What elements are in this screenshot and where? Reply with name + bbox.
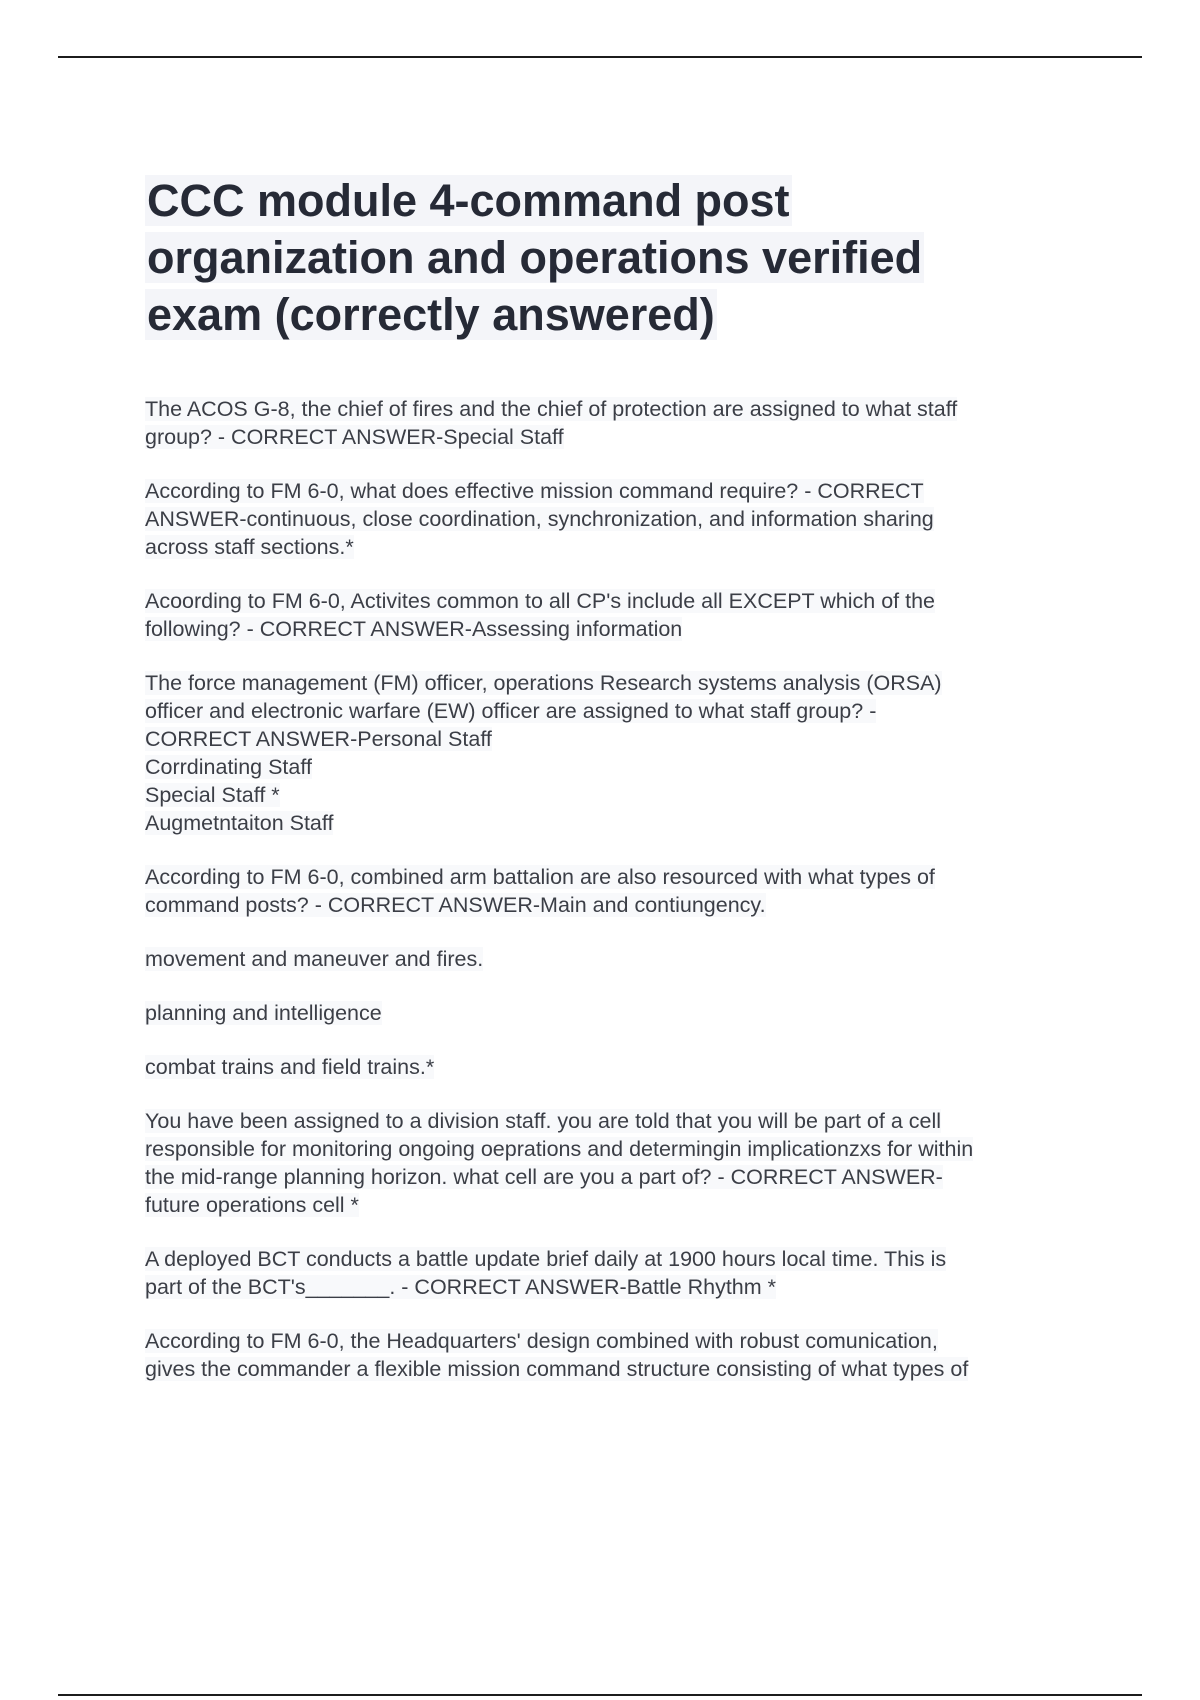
bottom-rule (58, 1694, 1142, 1696)
question-answer-paragraph (145, 1245, 1085, 1301)
question-answer-paragraph (145, 999, 1085, 1027)
document-title (145, 172, 1085, 343)
paragraph-line: Corrdinating Staff (145, 755, 312, 779)
title-line: CCC module 4-command post (147, 175, 790, 226)
paragraph-line: The force management (FM) officer, operations Research systems analysis (ORSA) (145, 671, 942, 695)
paragraph-line: responsible for monitoring ongoing oeprations and determingin implicationzxs for within (145, 1137, 974, 1161)
paragraph-line: A deployed BCT conducts a battle update brief daily at 1900 hours local time. This is (145, 1247, 947, 1271)
paragraph-line: planning and intelligence (145, 1001, 382, 1025)
title-line: organization and operations verified (147, 232, 923, 283)
question-answer-paragraph (145, 1107, 1085, 1219)
title-line: exam (correctly answered) (147, 289, 715, 340)
paragraph-line: group? - CORRECT ANSWER-Special Staff (145, 425, 564, 449)
document-body (145, 172, 1085, 1409)
paragraph-line: gives the commander a flexible mission command structure consisting of what types of (145, 1357, 969, 1381)
paragraph-line: following? - CORRECT ANSWER-Assessing information (145, 617, 683, 641)
paragraph-line: part of the BCT's_______. - CORRECT ANSWER-Battle Rhythm * (145, 1275, 777, 1299)
question-answer-paragraph (145, 587, 1085, 643)
paragraph-line: According to FM 6-0, the Headquarters' design combined with robust comunication, (145, 1329, 938, 1353)
paragraph-line: According to FM 6-0, what does effective mission command require? - CORRECT (145, 479, 924, 503)
question-answer-paragraph (145, 395, 1085, 451)
top-rule (58, 56, 1142, 58)
paragraph-line: combat trains and field trains.* (145, 1055, 435, 1079)
paragraph-line: The ACOS G-8, the chief of fires and the chief of protection are assigned to what staff (145, 397, 958, 421)
question-answer-paragraph (145, 863, 1085, 919)
paragraph-line: Acoording to FM 6-0, Activites common to all CP's include all EXCEPT which of the (145, 589, 935, 613)
paragraph-line: You have been assigned to a division staff. you are told that you will be part of a cell (145, 1109, 942, 1133)
paragraph-line: movement and maneuver and fires. (145, 947, 484, 971)
paragraph-line: CORRECT ANSWER-Personal Staff (145, 727, 492, 751)
question-answer-paragraph (145, 477, 1085, 561)
question-answer-paragraph (145, 1327, 1085, 1383)
paragraph-line: ANSWER-continuous, close coordination, synchronization, and information sharing (145, 507, 934, 531)
paragraph-line: Special Staff * (145, 783, 280, 807)
paragraph-line: across staff sections.* (145, 535, 354, 559)
paragraph-line: command posts? - CORRECT ANSWER-Main and contiungency. (145, 893, 766, 917)
question-answer-paragraph (145, 669, 1085, 837)
paragraph-line: future operations cell * (145, 1193, 359, 1217)
paragraph-line: the mid-range planning horizon. what cell are you a part of? - CORRECT ANSWER- (145, 1165, 943, 1189)
question-answer-list (145, 395, 1085, 1383)
question-answer-paragraph (145, 945, 1085, 973)
paragraph-line: officer and electronic warfare (EW) officer are assigned to what staff group? - (145, 699, 877, 723)
paragraph-line: Augmetntaiton Staff (145, 811, 334, 835)
paragraph-line: According to FM 6-0, combined arm battalion are also resourced with what types of (145, 865, 935, 889)
question-answer-paragraph (145, 1053, 1085, 1081)
